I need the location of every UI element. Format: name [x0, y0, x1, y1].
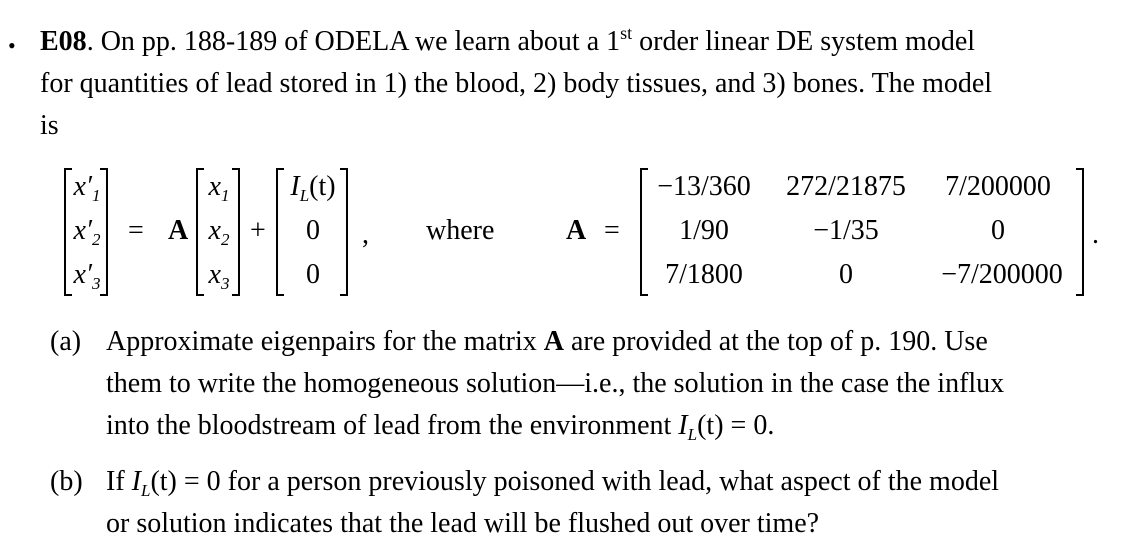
part-b-line-2: or solution indicates that the lead will be flushed out over time?: [106, 508, 820, 539]
x-entry-3: $x_3$: [208, 259, 230, 293]
ordinal-superscript: st: [620, 23, 633, 43]
problem-intro-line-2: for quantities of lead stored in 1) the blood, 2) body tissues, and 3) bones. The model: [40, 68, 993, 99]
forcing-right-bracket: [340, 168, 348, 296]
intro-text-end: order linear DE system model: [632, 26, 976, 57]
A-entry-3-3: −7/200000: [941, 259, 1063, 290]
lhs-left-bracket: [64, 168, 72, 296]
comma: ,: [362, 219, 369, 250]
bullet: •: [8, 33, 16, 58]
A-entry-2-3: 0: [991, 215, 1005, 246]
A-entry-1-1: −13/360: [657, 171, 751, 202]
intro-text: . On pp. 188-189 of ODELA we learn about a 1: [86, 26, 621, 57]
forcing-entry-2: 0: [306, 215, 320, 246]
x-left-bracket: [196, 168, 204, 296]
part-a-label: (a): [50, 326, 82, 357]
part-a-line-3: into the bloodstream of lead from the environment $I_L(t) = 0$.: [106, 410, 775, 444]
forcing-entry-1: $I_L(t)$: [290, 171, 336, 205]
part-b-line-1: If $I_L(t) = 0$ for a person previously poisoned with lead, what aspect of the model: [106, 466, 1000, 500]
matrix-symbol-A: A: [168, 215, 189, 246]
problem-intro-line-1: [40, 23, 976, 60]
lhs-right-bracket: [100, 168, 108, 296]
A-entry-2-2: −1/35: [813, 215, 879, 246]
A-equals: =: [604, 215, 620, 246]
A-entry-1-3: 7/200000: [945, 171, 1051, 202]
lhs-entry-3: $x'_3$: [73, 259, 101, 293]
part-a-line-2: them to write the homogeneous solution—i.e., the solution in the case the influx: [106, 368, 1005, 399]
lhs-entry-2: $x'_2$: [73, 215, 101, 249]
part-a-line-1: Approximate eigenpairs for the matrix A are provided at the top of p. 190. Use: [106, 326, 988, 357]
A-entry-3-2: 0: [839, 259, 853, 290]
forcing-entry-3: 0: [306, 259, 320, 290]
A-entry-1-2: 272/21875: [786, 171, 906, 202]
A-label: A: [566, 215, 587, 246]
matrix-A-bold: A: [543, 326, 564, 357]
A-entry-2-1: 1/90: [679, 215, 729, 246]
period: .: [1092, 219, 1099, 250]
plus-sign: +: [250, 215, 266, 246]
x-entry-2: $x_2$: [208, 215, 230, 249]
problem-intro-line-3: is: [40, 110, 59, 141]
problem-id: E08: [40, 26, 87, 57]
part-b-label: (b): [50, 466, 83, 497]
where-text: where: [426, 215, 495, 246]
x-entry-1: $x_1$: [208, 171, 230, 205]
A-entry-3-1: 7/1800: [665, 259, 743, 290]
A-right-bracket: [1076, 168, 1084, 296]
x-right-bracket: [232, 168, 240, 296]
equals-sign: =: [128, 215, 144, 246]
lhs-entry-1: $x'_1$: [73, 171, 101, 205]
